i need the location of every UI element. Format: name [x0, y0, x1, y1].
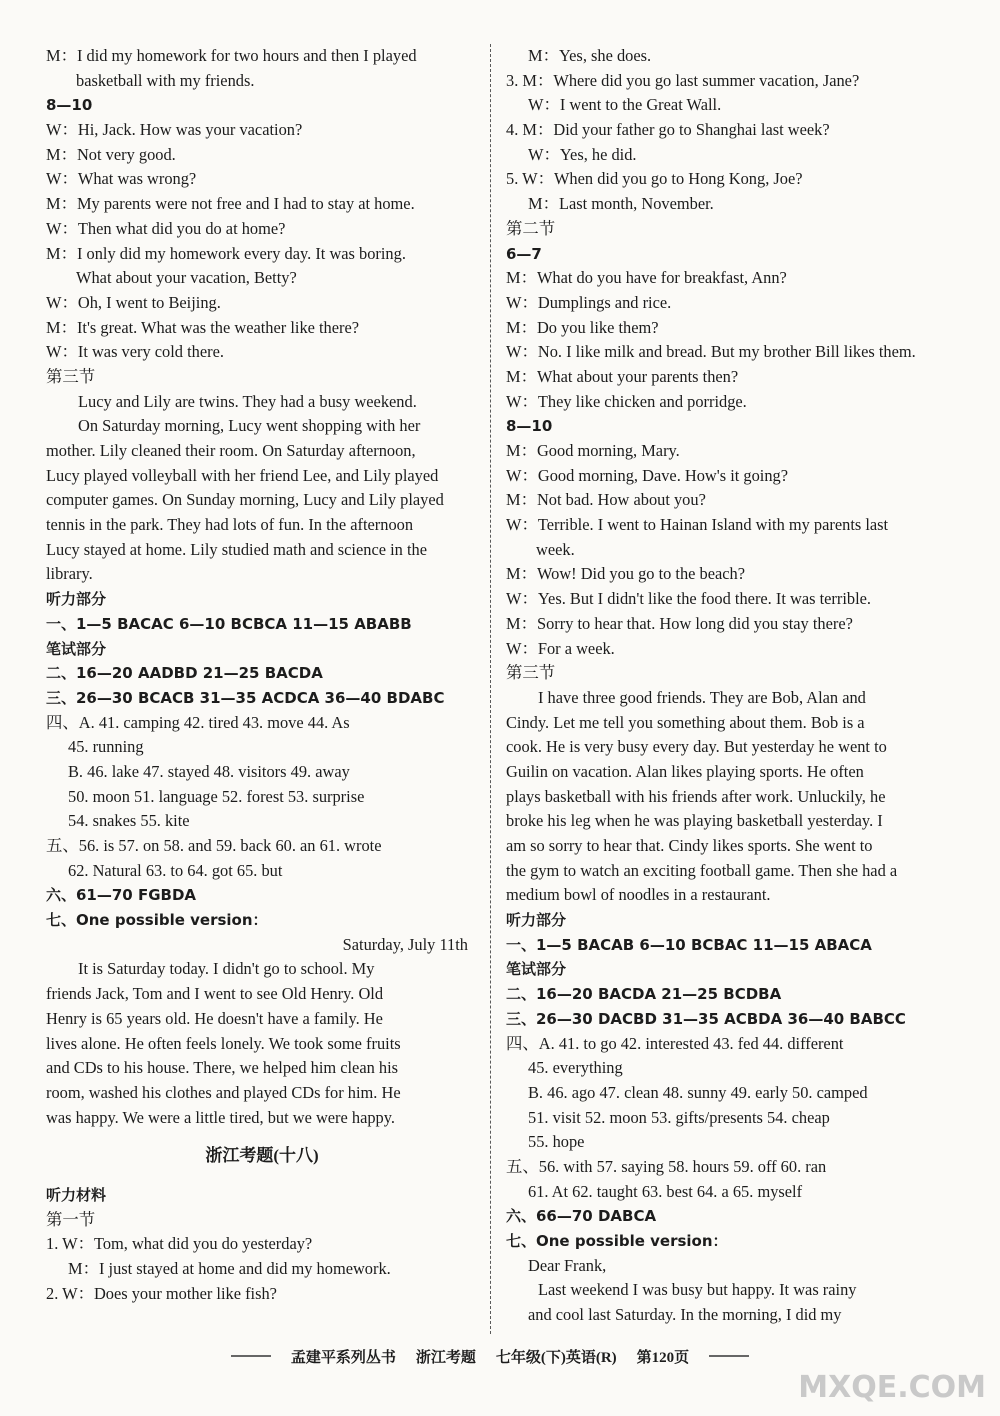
right-text-line: Cindy. Let me tell you something about them. Bob is a — [506, 712, 865, 732]
right-text-line: 45. everything — [528, 1058, 623, 1078]
left-text-line — [46, 1130, 478, 1144]
right-text-line: and cool last Saturday. In the morning, I did my — [528, 1305, 842, 1325]
right-text-line: 3. M：Where did you go last summer vacation, Jane? — [506, 70, 860, 90]
right-text-line: M：Not bad. How about you? — [506, 490, 706, 510]
right-text-line: Dear Frank, — [528, 1255, 607, 1275]
left-text-line: Saturday, July 11th — [342, 934, 468, 954]
left-text-line: 50. moon 51. language 52. forest 53. surprise — [68, 786, 365, 806]
left-text-line: W：Oh, I went to Beijing. — [46, 292, 221, 312]
left-text-line: Lucy stayed at home. Lily studied math and science in the — [46, 539, 427, 559]
left-text-line: 五、56. is 57. on 58. and 59. back 60. an 61. wrote — [46, 836, 382, 855]
left-text-line: basketball with my friends. — [76, 70, 255, 90]
left-text-line: 1. W：Tom, what did you do yesterday? — [46, 1234, 313, 1254]
left-text-line: 62. Natural 63. to 64. got 65. but — [68, 860, 283, 880]
left-text-line: It is Saturday today. I didn't go to school. My — [78, 959, 375, 979]
left-text-line: 第三节 — [46, 366, 96, 386]
left-text-line: W：Hi, Jack. How was your vacation? — [46, 120, 303, 140]
left-text-line: room, washed his clothes and played CDs for him. He — [46, 1082, 401, 1102]
left-text-line: 六、61—70 FGBDA — [46, 886, 197, 905]
left-text-line: W：What was wrong? — [46, 169, 197, 189]
left-text-line: 三、26—30 BCACB 31—35 ACDCA 36—40 BDABC — [46, 688, 445, 707]
right-text-line: W：Yes, he did. — [528, 144, 637, 164]
left-text-line: M：I did my homework for two hours and then I played — [46, 46, 417, 65]
right-text-line: W：Good morning, Dave. How's it going? — [506, 465, 789, 485]
right-text-line: M：Do you like them? — [506, 317, 659, 337]
right-text-line: W：No. I like milk and bread. But my brother Bill likes them. — [506, 342, 916, 362]
right-text-line: broke his leg when he was playing basketball yesterday. I — [506, 811, 883, 831]
left-text-line — [46, 1169, 478, 1183]
right-text-line: week. — [536, 539, 575, 559]
right-text-line: 七、One possible version： — [506, 1232, 728, 1250]
left-text-line: Henry is 65 years old. He doesn't have a family. He — [46, 1008, 383, 1028]
left-text-line: B. 46. lake 47. stayed 48. visitors 49. away — [68, 761, 350, 781]
footer-ornament-right — [709, 1355, 749, 1357]
left-text-line: 2. W：Does your mother like fish? — [46, 1283, 277, 1303]
right-text-line: 二、16—20 BACDA 21—25 BCDBA — [506, 985, 782, 1004]
right-text-line: 5. W：When did you go to Hong Kong, Joe? — [506, 169, 803, 189]
left-text-line: 浙江考题(十八) — [205, 1146, 319, 1166]
left-text-line: 8—10 — [46, 96, 93, 115]
left-text-line: W：It was very cold there. — [46, 342, 224, 362]
right-text-line: the gym to watch an exciting football game. Then she had a — [506, 860, 898, 880]
right-text-line: W：I went to the Great Wall. — [528, 95, 722, 115]
right-text-line: plays basketball with his friends after work. Unluckily, he — [506, 786, 886, 806]
footer-ornament-left — [231, 1355, 271, 1357]
left-text-line: 笔试部分 — [46, 639, 107, 658]
right-text-line: am so sorry to hear that. Cindy likes sports. She went to — [506, 836, 873, 855]
left-text-line: 第一节 — [46, 1209, 96, 1229]
left-text-line: M：My parents were not free and I had to stay at home. — [46, 194, 415, 214]
left-text-line: and CDs to his house. There, we helped him clean his — [46, 1058, 399, 1078]
right-text-line: 8—10 — [506, 417, 553, 436]
right-text-line: 61. At 62. taught 63. best 64. a 65. myself — [528, 1181, 803, 1201]
footer-series: 孟建平系列丛书 — [290, 1349, 396, 1366]
right-text-line: W：Dumplings and rice. — [506, 292, 672, 312]
right-text-line: Last weekend I was busy but happy. It was rainy — [538, 1280, 857, 1300]
right-text-line: W：For a week. — [506, 638, 615, 658]
right-text-line: 三、26—30 DACBD 31—35 ACBDA 36—40 BABCC — [506, 1009, 906, 1028]
right-column — [506, 44, 942, 1328]
right-text-line: 第二节 — [506, 218, 556, 238]
left-text-line: mother. Lily cleaned their room. On Saturday afternoon, — [46, 441, 416, 460]
right-text-line: B. 46. ago 47. clean 48. sunny 49. early 50. camped — [528, 1082, 868, 1102]
right-text-line: M：Good morning, Mary. — [506, 441, 680, 460]
left-text-line: tennis in the park. They had lots of fun. In the afternoon — [46, 515, 414, 535]
right-text-line: 笔试部分 — [506, 960, 567, 979]
left-text-line: M：I just stayed at home and did my homework. — [68, 1259, 391, 1278]
left-text-line: 听力材料 — [46, 1185, 107, 1204]
right-text-line: 一、1—5 BACAB 6—10 BCBAC 11—15 ABACA — [506, 935, 872, 954]
left-text-line: lives alone. He often feels lonely. We took some fruits — [46, 1033, 401, 1053]
right-text-line: W：Terrible. I went to Hainan Island with my parents last — [506, 515, 889, 535]
right-text-line: 第三节 — [506, 663, 556, 683]
right-text-line: 51. visit 52. moon 53. gifts/presents 54. cheap — [528, 1107, 830, 1127]
right-text-line: 四、A. 41. to go 42. interested 43. fed 44. different — [506, 1033, 844, 1053]
right-text-line: M：What do you have for breakfast, Ann? — [506, 268, 787, 288]
left-text-line: 听力部分 — [46, 590, 107, 609]
left-column — [46, 44, 478, 1306]
right-text-line: medium bowl of noodles in a restaurant. — [506, 885, 771, 905]
right-text-line: M：Wow! Did you go to the beach? — [506, 564, 746, 584]
right-text-line: 六、66—70 DABCA — [506, 1207, 657, 1226]
right-text-line: 55. hope — [528, 1132, 585, 1152]
footer-grade: 七年级(下)英语(R) — [495, 1349, 617, 1366]
right-text-line: 五、56. with 57. saying 58. hours 59. off 60. ran — [506, 1156, 827, 1176]
right-text-line: M：What about your parents then? — [506, 366, 739, 386]
right-text-line: M：Sorry to hear that. How long did you stay there? — [506, 613, 853, 633]
left-text-line: was happy. We were a little tired, but we were happy. — [46, 1107, 395, 1127]
footer-book: 浙江考题 — [415, 1349, 476, 1366]
right-text-line: 听力部分 — [506, 911, 567, 930]
left-text-line: 45. running — [68, 737, 144, 757]
right-text-line: M：Last month, November. — [528, 194, 714, 214]
right-text-line: 6—7 — [506, 244, 542, 263]
left-text-line: M：Not very good. — [46, 144, 176, 164]
left-text-line: 四、A. 41. camping 42. tired 43. move 44. As — [46, 712, 350, 732]
left-text-line: computer games. On Sunday morning, Lucy and Lily played — [46, 490, 444, 510]
right-text-line: W：They like chicken and porridge. — [506, 391, 747, 411]
left-text-line: friends Jack, Tom and I went to see Old Henry. Old — [46, 984, 384, 1004]
left-text-line: M：It's great. What was the weather like there? — [46, 317, 360, 337]
right-text-line: W：Yes. But I didn't like the food there. It was terrible. — [506, 589, 871, 609]
column-divider — [490, 44, 491, 1334]
left-text-line: Lucy and Lily are twins. They had a busy weekend. — [78, 391, 417, 411]
left-text-line: library. — [46, 564, 93, 584]
left-text-line: On Saturday morning, Lucy went shopping with her — [78, 416, 421, 436]
left-text-line: What about your vacation, Betty? — [76, 268, 297, 288]
left-text-line: Lucy played volleyball with her friend Lee, and Lily played — [46, 465, 439, 485]
right-text-line: cook. He is very busy every day. But yesterday he went to — [506, 737, 887, 757]
left-text-line: 一、1—5 BACAC 6—10 BCBCA 11—15 ABABB — [46, 614, 412, 633]
left-text-line: 七、One possible version： — [46, 911, 268, 930]
left-text-line: 54. snakes 55. kite — [68, 811, 190, 831]
right-text-line: Guilin on vacation. Alan likes playing sports. He often — [506, 761, 864, 781]
footer-page-number: 第120页 — [636, 1349, 690, 1366]
right-text-line: I have three good friends. They are Bob, Alan and — [538, 687, 866, 707]
page-footer — [180, 1338, 800, 1374]
left-text-line: 二、16—20 AADBD 21—25 BACDA — [46, 664, 323, 683]
left-text-line: W：Then what did you do at home? — [46, 218, 286, 238]
right-text-line: 4. M：Did your father go to Shanghai last week? — [506, 120, 830, 140]
watermark: MXQE.COM — [798, 1370, 986, 1405]
left-text-line: M：I only did my homework every day. It was boring. — [46, 243, 406, 263]
right-text-line: M：Yes, she does. — [528, 46, 652, 65]
